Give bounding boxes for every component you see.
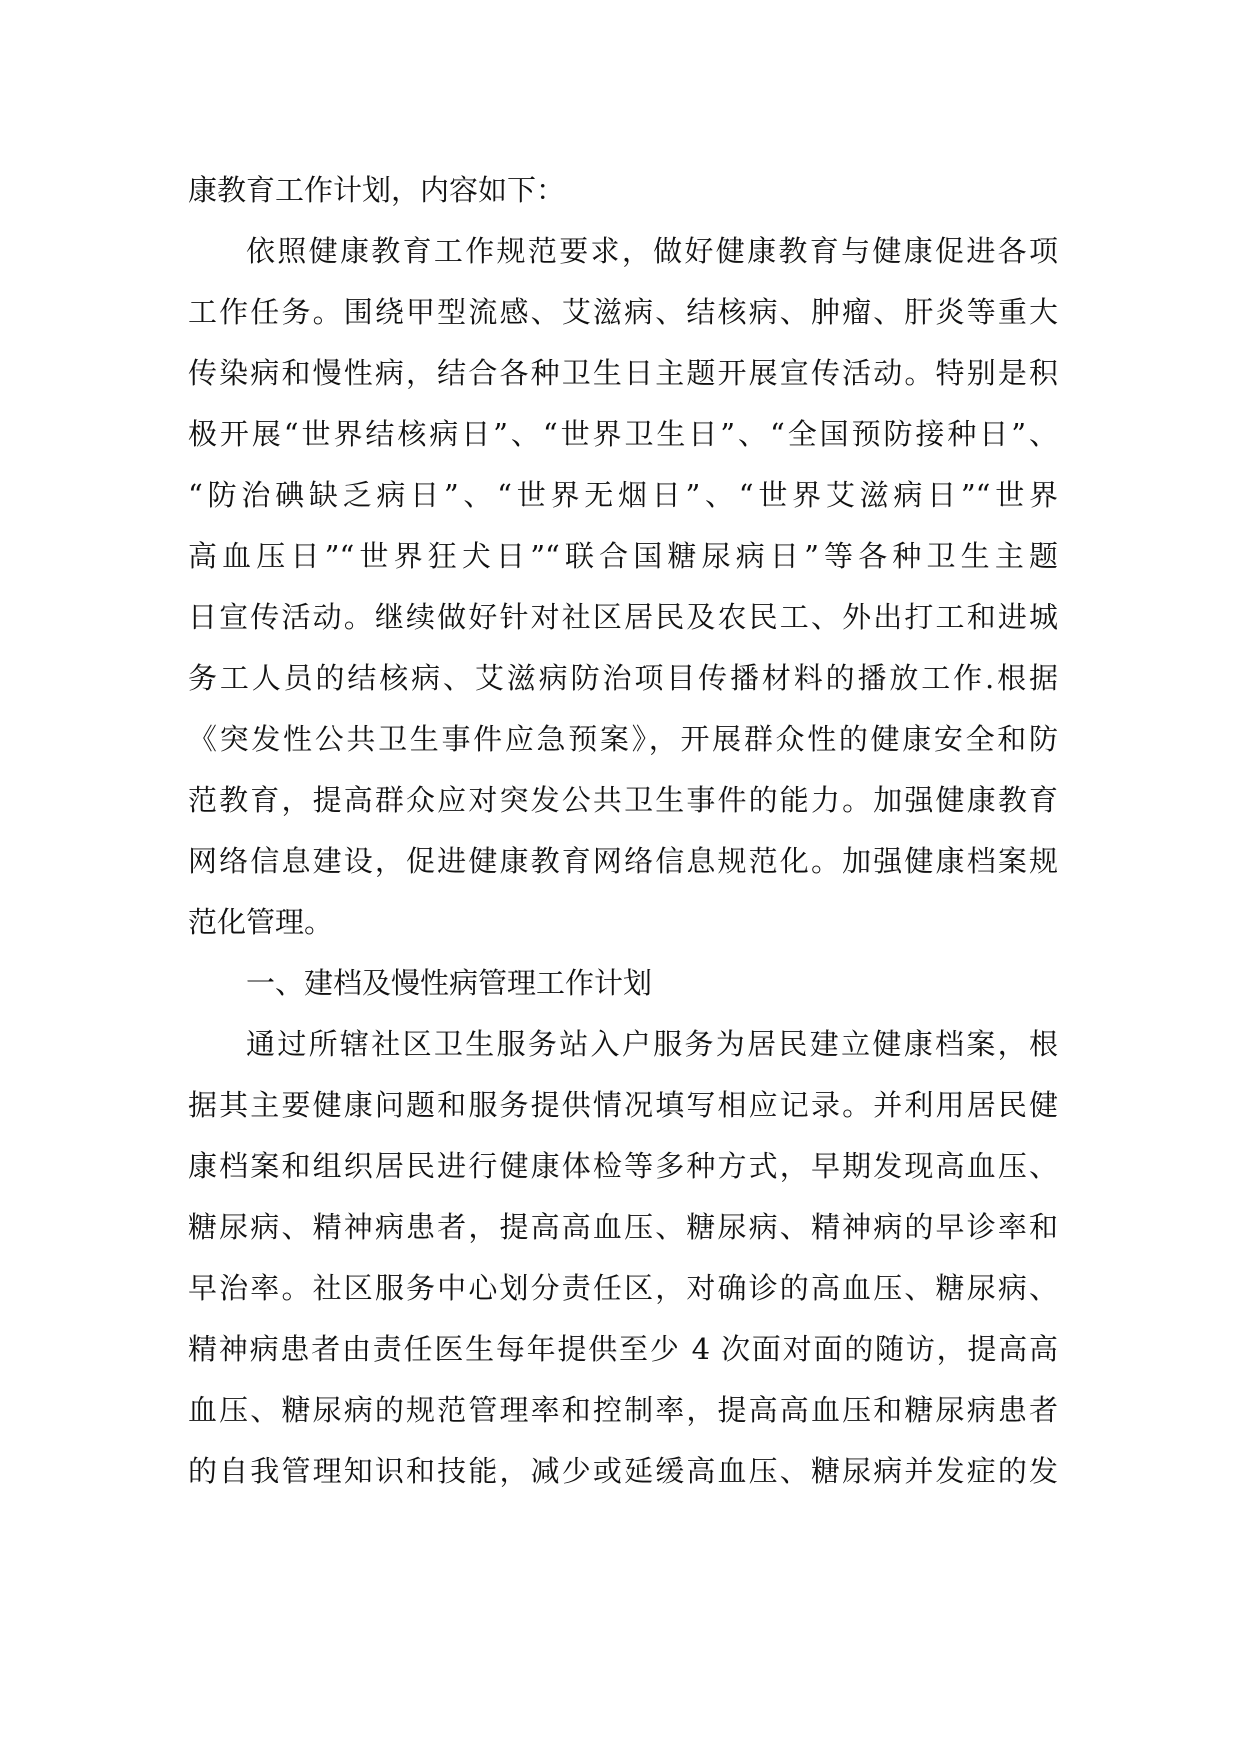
text-line: 据其主要健康问题和服务提供情况填写相应记录。并利用居民健: [188, 1088, 1058, 1122]
text-line: 早治率。社区服务中心划分责任区，对确诊的高血压、糖尿病、: [188, 1271, 1058, 1305]
text-line: 精神病患者由责任医生每年提供至少 4 次面对面的随访，提高高: [188, 1332, 1058, 1366]
text-line: 康教育工作计划，内容如下：: [188, 173, 566, 207]
text-line: 务工人员的结核病、艾滋病防治项目传播材料的播放工作.根据: [188, 661, 1058, 695]
text-line: 的自我管理知识和技能，减少或延缓高血压、糖尿病并发症的发: [188, 1454, 1058, 1488]
text-line: 范教育，提高群众应对突发公共卫生事件的能力。加强健康教育: [188, 783, 1058, 817]
text-line: 传染病和慢性病，结合各种卫生日主题开展宣传活动。特别是积: [188, 356, 1058, 390]
body-text: [188, 160, 1058, 1502]
text-line: 康档案和组织居民进行健康体检等多种方式，早期发现高血压、: [188, 1149, 1058, 1183]
paragraph-first-line: 通过所辖社区卫生服务站入户服务为居民建立健康档案，根: [246, 1027, 1058, 1061]
text-line: 网络信息建设，促进健康教育网络信息规范化。加强健康档案规: [188, 844, 1058, 878]
text-line: 日宣传活动。继续做好针对社区居民及农民工、外出打工和进城: [188, 600, 1058, 634]
text-line: “防治碘缺乏病日”、“世界无烟日”、“世界艾滋病日”“世界: [188, 478, 1058, 512]
text-line: 《突发性公共卫生事件应急预案》，开展群众性的健康安全和防: [188, 722, 1058, 756]
text-line: 血压、糖尿病的规范管理率和控制率，提高高血压和糖尿病患者: [188, 1393, 1058, 1427]
section-heading: 一、建档及慢性病管理工作计划: [246, 966, 653, 1000]
text-line: 糖尿病、精神病患者，提高高血压、糖尿病、精神病的早诊率和: [188, 1210, 1058, 1244]
text-line: 高血压日”“世界狂犬日”“联合国糖尿病日”等各种卫生主题: [188, 539, 1058, 573]
paragraph-first-line: 依照健康教育工作规范要求，做好健康教育与健康促进各项: [246, 234, 1058, 268]
text-line: 范化管理。: [188, 905, 334, 939]
text-line: 极开展“世界结核病日”、“世界卫生日”、“全国预防接种日”、: [188, 417, 1058, 451]
text-line: 工作任务。围绕甲型流感、艾滋病、结核病、肿瘤、肝炎等重大: [188, 295, 1058, 329]
